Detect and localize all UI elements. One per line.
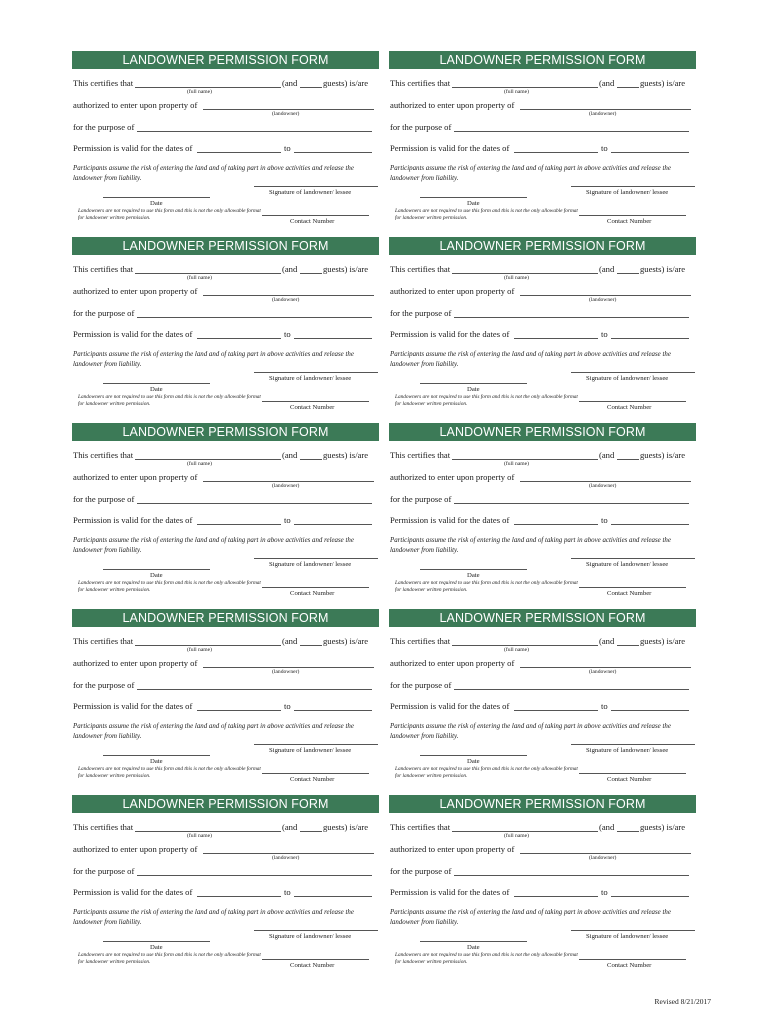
landowner-hint: (landowner) <box>589 669 617 675</box>
full-name-hint: (full name) <box>504 461 530 467</box>
authorized-label: authorized to enter upon property of <box>73 286 198 296</box>
landowner-permission-form <box>389 237 696 422</box>
landowner-field[interactable] <box>203 667 374 668</box>
start-date-field[interactable] <box>514 524 598 525</box>
end-date-field[interactable] <box>294 338 372 339</box>
and-label: (and <box>599 264 615 274</box>
purpose-field[interactable] <box>137 689 372 690</box>
date-label: Date <box>150 572 163 579</box>
landowner-field[interactable] <box>520 853 691 854</box>
end-date-field[interactable] <box>294 524 372 525</box>
end-date-field[interactable] <box>611 710 689 711</box>
revised-date: Revised 8/21/2017 <box>654 997 711 1006</box>
purpose-field[interactable] <box>454 875 689 876</box>
disclaimer-text: Landowners are not required to use this form and this is not the only allowable format for landowner written permission. <box>395 208 578 221</box>
date-label: Date <box>467 386 480 393</box>
signature-field[interactable] <box>571 186 695 187</box>
authorized-label: authorized to enter upon property of <box>390 658 515 668</box>
purpose-label: for the purpose of <box>73 308 135 318</box>
risk-statement: Participants assume the risk of entering the land and of taking part in above activities and release the landowner from liability. <box>390 165 671 182</box>
contact-number-label: Contact Number <box>607 590 652 597</box>
end-date-field[interactable] <box>611 338 689 339</box>
date-label: Date <box>467 200 480 207</box>
valid-label: Permission is valid for the dates of <box>73 143 193 153</box>
valid-label: Permission is valid for the dates of <box>73 515 193 525</box>
date-label: Date <box>150 386 163 393</box>
landowner-hint: (landowner) <box>272 669 300 675</box>
landowner-permission-form <box>72 609 379 794</box>
start-date-field[interactable] <box>514 710 598 711</box>
to-label: to <box>601 329 608 339</box>
purpose-label: for the purpose of <box>390 122 452 132</box>
start-date-field[interactable] <box>197 338 281 339</box>
form-title: LANDOWNER PERMISSION FORM <box>72 609 379 627</box>
certifies-label: This certifies that <box>390 450 451 460</box>
signature-label: Signature of landowner/ lessee <box>586 375 669 382</box>
contact-number-field[interactable] <box>262 959 369 960</box>
contact-number-field[interactable] <box>579 959 686 960</box>
landowner-permission-form <box>72 51 379 236</box>
contact-number-label: Contact Number <box>607 776 652 783</box>
contact-number-label: Contact Number <box>290 404 335 411</box>
signature-label: Signature of landowner/ lessee <box>269 561 352 568</box>
date-field[interactable] <box>103 569 210 570</box>
form-title: LANDOWNER PERMISSION FORM <box>389 51 696 69</box>
contact-number-label: Contact Number <box>290 590 335 597</box>
signature-field[interactable] <box>254 558 378 559</box>
landowner-field[interactable] <box>520 109 691 110</box>
purpose-label: for the purpose of <box>73 680 135 690</box>
date-field[interactable] <box>420 941 527 942</box>
landowner-hint: (landowner) <box>589 111 617 117</box>
guests-label: guests) is/are <box>640 78 686 88</box>
purpose-label: for the purpose of <box>73 866 135 876</box>
risk-statement: Participants assume the risk of entering the land and of taking part in above activities and release the landowner from liability. <box>73 909 354 926</box>
landowner-permission-form <box>389 51 696 236</box>
full-name-field[interactable] <box>135 831 281 832</box>
start-date-field[interactable] <box>197 710 281 711</box>
start-date-field[interactable] <box>197 152 281 153</box>
and-label: (and <box>599 636 615 646</box>
and-label: (and <box>282 264 298 274</box>
disclaimer-text: Landowners are not required to use this form and this is not the only allowable format for landowner written permission. <box>395 952 578 965</box>
disclaimer-text: Landowners are not required to use this form and this is not the only allowable format for landowner written permission. <box>395 766 578 779</box>
contact-number-label: Contact Number <box>607 962 652 969</box>
guests-count-field[interactable] <box>300 87 322 88</box>
landowner-permission-form <box>72 423 379 608</box>
full-name-hint: (full name) <box>504 833 530 839</box>
full-name-field[interactable] <box>452 831 598 832</box>
contact-number-label: Contact Number <box>290 218 335 225</box>
form-title: LANDOWNER PERMISSION FORM <box>72 423 379 441</box>
date-field[interactable] <box>103 941 210 942</box>
landowner-hint: (landowner) <box>589 483 617 489</box>
start-date-field[interactable] <box>514 896 598 897</box>
date-label: Date <box>150 944 163 951</box>
landowner-field[interactable] <box>203 109 374 110</box>
end-date-field[interactable] <box>294 896 372 897</box>
full-name-field[interactable] <box>452 87 598 88</box>
start-date-field[interactable] <box>514 152 598 153</box>
contact-number-field[interactable] <box>262 401 369 402</box>
landowner-hint: (landowner) <box>589 297 617 303</box>
valid-label: Permission is valid for the dates of <box>390 329 510 339</box>
date-field[interactable] <box>420 755 527 756</box>
and-label: (and <box>599 450 615 460</box>
guests-label: guests) is/are <box>640 450 686 460</box>
certifies-label: This certifies that <box>73 822 134 832</box>
purpose-field[interactable] <box>137 875 372 876</box>
date-label: Date <box>467 944 480 951</box>
contact-number-field[interactable] <box>579 587 686 588</box>
guests-count-field[interactable] <box>617 831 639 832</box>
to-label: to <box>284 329 291 339</box>
purpose-label: for the purpose of <box>390 866 452 876</box>
full-name-field[interactable] <box>452 645 598 646</box>
signature-label: Signature of landowner/ lessee <box>269 933 352 940</box>
landowner-permission-form <box>72 795 379 980</box>
date-field[interactable] <box>103 197 210 198</box>
valid-label: Permission is valid for the dates of <box>390 701 510 711</box>
landowner-permission-form <box>389 609 696 794</box>
guests-label: guests) is/are <box>323 636 369 646</box>
contact-number-field[interactable] <box>262 773 369 774</box>
certifies-label: This certifies that <box>390 264 451 274</box>
landowner-permission-form <box>389 423 696 608</box>
full-name-hint: (full name) <box>187 647 213 653</box>
to-label: to <box>284 887 291 897</box>
and-label: (and <box>282 78 298 88</box>
purpose-field[interactable] <box>454 131 689 132</box>
landowner-permission-form <box>72 237 379 422</box>
and-label: (and <box>282 450 298 460</box>
guests-count-field[interactable] <box>300 459 322 460</box>
certifies-label: This certifies that <box>73 636 134 646</box>
disclaimer-text: Landowners are not required to use this form and this is not the only allowable format for landowner written permission. <box>395 394 578 407</box>
valid-label: Permission is valid for the dates of <box>390 143 510 153</box>
purpose-label: for the purpose of <box>73 494 135 504</box>
certifies-label: This certifies that <box>390 822 451 832</box>
guests-label: guests) is/are <box>323 450 369 460</box>
signature-field[interactable] <box>571 558 695 559</box>
landowner-hint: (landowner) <box>589 855 617 861</box>
landowner-field[interactable] <box>203 853 374 854</box>
valid-label: Permission is valid for the dates of <box>73 887 193 897</box>
guests-count-field[interactable] <box>300 831 322 832</box>
risk-statement: Participants assume the risk of entering the land and of taking part in above activities and release the landowner from liability. <box>390 537 671 554</box>
full-name-hint: (full name) <box>187 89 213 95</box>
start-date-field[interactable] <box>197 524 281 525</box>
authorized-label: authorized to enter upon property of <box>390 286 515 296</box>
guests-label: guests) is/are <box>323 822 369 832</box>
authorized-label: authorized to enter upon property of <box>390 844 515 854</box>
guests-label: guests) is/are <box>323 78 369 88</box>
form-title: LANDOWNER PERMISSION FORM <box>389 609 696 627</box>
signature-field[interactable] <box>571 744 695 745</box>
end-date-field[interactable] <box>611 896 689 897</box>
signature-label: Signature of landowner/ lessee <box>586 747 669 754</box>
purpose-field[interactable] <box>137 317 372 318</box>
form-title: LANDOWNER PERMISSION FORM <box>389 423 696 441</box>
authorized-label: authorized to enter upon property of <box>73 100 198 110</box>
landowner-field[interactable] <box>520 481 691 482</box>
purpose-label: for the purpose of <box>390 680 452 690</box>
to-label: to <box>284 143 291 153</box>
landowner-hint: (landowner) <box>272 855 300 861</box>
contact-number-label: Contact Number <box>607 218 652 225</box>
to-label: to <box>284 515 291 525</box>
risk-statement: Participants assume the risk of entering the land and of taking part in above activities and release the landowner from liability. <box>390 723 671 740</box>
landowner-hint: (landowner) <box>272 297 300 303</box>
full-name-field[interactable] <box>135 459 281 460</box>
disclaimer-text: Landowners are not required to use this form and this is not the only allowable format for landowner written permission. <box>78 766 261 779</box>
guests-label: guests) is/are <box>640 636 686 646</box>
landowner-hint: (landowner) <box>272 111 300 117</box>
authorized-label: authorized to enter upon property of <box>390 100 515 110</box>
full-name-field[interactable] <box>135 273 281 274</box>
landowner-hint: (landowner) <box>272 483 300 489</box>
authorized-label: authorized to enter upon property of <box>73 472 198 482</box>
full-name-hint: (full name) <box>504 275 530 281</box>
start-date-field[interactable] <box>514 338 598 339</box>
guests-count-field[interactable] <box>617 273 639 274</box>
guests-label: guests) is/are <box>640 264 686 274</box>
signature-field[interactable] <box>571 372 695 373</box>
certifies-label: This certifies that <box>390 78 451 88</box>
signature-label: Signature of landowner/ lessee <box>269 747 352 754</box>
risk-statement: Participants assume the risk of entering the land and of taking part in above activities and release the landowner from liability. <box>73 351 354 368</box>
disclaimer-text: Landowners are not required to use this form and this is not the only allowable format for landowner written permission. <box>78 394 261 407</box>
landowner-field[interactable] <box>203 295 374 296</box>
contact-number-field[interactable] <box>262 215 369 216</box>
guests-count-field[interactable] <box>300 645 322 646</box>
date-field[interactable] <box>420 569 527 570</box>
valid-label: Permission is valid for the dates of <box>390 887 510 897</box>
full-name-hint: (full name) <box>504 89 530 95</box>
end-date-field[interactable] <box>294 710 372 711</box>
purpose-label: for the purpose of <box>390 494 452 504</box>
purpose-field[interactable] <box>454 503 689 504</box>
guests-label: guests) is/are <box>323 264 369 274</box>
signature-field[interactable] <box>254 372 378 373</box>
disclaimer-text: Landowners are not required to use this form and this is not the only allowable format for landowner written permission. <box>78 952 261 965</box>
to-label: to <box>601 143 608 153</box>
date-label: Date <box>467 572 480 579</box>
authorized-label: authorized to enter upon property of <box>73 844 198 854</box>
date-label: Date <box>150 758 163 765</box>
full-name-hint: (full name) <box>187 833 213 839</box>
certifies-label: This certifies that <box>73 78 134 88</box>
guests-count-field[interactable] <box>617 459 639 460</box>
form-title: LANDOWNER PERMISSION FORM <box>72 51 379 69</box>
signature-label: Signature of landowner/ lessee <box>586 561 669 568</box>
contact-number-field[interactable] <box>262 587 369 588</box>
valid-label: Permission is valid for the dates of <box>73 701 193 711</box>
risk-statement: Participants assume the risk of entering the land and of taking part in above activities and release the landowner from liability. <box>390 909 671 926</box>
risk-statement: Participants assume the risk of entering the land and of taking part in above activities and release the landowner from liability. <box>390 351 671 368</box>
certifies-label: This certifies that <box>73 264 134 274</box>
signature-label: Signature of landowner/ lessee <box>586 933 669 940</box>
signature-field[interactable] <box>254 186 378 187</box>
date-label: Date <box>467 758 480 765</box>
signature-field[interactable] <box>254 744 378 745</box>
date-label: Date <box>150 200 163 207</box>
full-name-field[interactable] <box>452 273 598 274</box>
valid-label: Permission is valid for the dates of <box>73 329 193 339</box>
risk-statement: Participants assume the risk of entering the land and of taking part in above activities and release the landowner from liability. <box>73 537 354 554</box>
purpose-label: for the purpose of <box>390 308 452 318</box>
full-name-hint: (full name) <box>187 275 213 281</box>
guests-count-field[interactable] <box>617 645 639 646</box>
risk-statement: Participants assume the risk of entering the land and of taking part in above activities and release the landowner from liability. <box>73 723 354 740</box>
date-field[interactable] <box>420 383 527 384</box>
guests-count-field[interactable] <box>300 273 322 274</box>
contact-number-label: Contact Number <box>607 404 652 411</box>
certifies-label: This certifies that <box>390 636 451 646</box>
full-name-field[interactable] <box>452 459 598 460</box>
disclaimer-text: Landowners are not required to use this form and this is not the only allowable format for landowner written permission. <box>78 580 261 593</box>
form-title: LANDOWNER PERMISSION FORM <box>72 795 379 813</box>
purpose-label: for the purpose of <box>73 122 135 132</box>
landowner-field[interactable] <box>520 667 691 668</box>
risk-statement: Participants assume the risk of entering the land and of taking part in above activities and release the landowner from liability. <box>73 165 354 182</box>
to-label: to <box>601 701 608 711</box>
signature-label: Signature of landowner/ lessee <box>269 375 352 382</box>
certifies-label: This certifies that <box>73 450 134 460</box>
contact-number-field[interactable] <box>579 773 686 774</box>
form-title: LANDOWNER PERMISSION FORM <box>389 795 696 813</box>
end-date-field[interactable] <box>294 152 372 153</box>
purpose-field[interactable] <box>137 131 372 132</box>
form-title: LANDOWNER PERMISSION FORM <box>389 237 696 255</box>
form-title: LANDOWNER PERMISSION FORM <box>72 237 379 255</box>
purpose-field[interactable] <box>454 317 689 318</box>
guests-count-field[interactable] <box>617 87 639 88</box>
authorized-label: authorized to enter upon property of <box>390 472 515 482</box>
landowner-field[interactable] <box>520 295 691 296</box>
contact-number-field[interactable] <box>579 215 686 216</box>
contact-number-label: Contact Number <box>290 962 335 969</box>
signature-label: Signature of landowner/ lessee <box>269 189 352 196</box>
start-date-field[interactable] <box>197 896 281 897</box>
disclaimer-text: Landowners are not required to use this form and this is not the only allowable format for landowner written permission. <box>78 208 261 221</box>
full-name-field[interactable] <box>135 645 281 646</box>
valid-label: Permission is valid for the dates of <box>390 515 510 525</box>
date-field[interactable] <box>103 755 210 756</box>
and-label: (and <box>599 822 615 832</box>
and-label: (and <box>282 822 298 832</box>
full-name-hint: (full name) <box>187 461 213 467</box>
full-name-hint: (full name) <box>504 647 530 653</box>
date-field[interactable] <box>420 197 527 198</box>
full-name-field[interactable] <box>135 87 281 88</box>
authorized-label: authorized to enter upon property of <box>73 658 198 668</box>
purpose-field[interactable] <box>454 689 689 690</box>
landowner-permission-form <box>389 795 696 980</box>
purpose-field[interactable] <box>137 503 372 504</box>
to-label: to <box>284 701 291 711</box>
signature-label: Signature of landowner/ lessee <box>586 189 669 196</box>
end-date-field[interactable] <box>611 152 689 153</box>
to-label: to <box>601 515 608 525</box>
signature-field[interactable] <box>571 930 695 931</box>
and-label: (and <box>599 78 615 88</box>
landowner-field[interactable] <box>203 481 374 482</box>
signature-field[interactable] <box>254 930 378 931</box>
contact-number-field[interactable] <box>579 401 686 402</box>
end-date-field[interactable] <box>611 524 689 525</box>
to-label: to <box>601 887 608 897</box>
date-field[interactable] <box>103 383 210 384</box>
and-label: (and <box>282 636 298 646</box>
disclaimer-text: Landowners are not required to use this form and this is not the only allowable format for landowner written permission. <box>395 580 578 593</box>
guests-label: guests) is/are <box>640 822 686 832</box>
contact-number-label: Contact Number <box>290 776 335 783</box>
